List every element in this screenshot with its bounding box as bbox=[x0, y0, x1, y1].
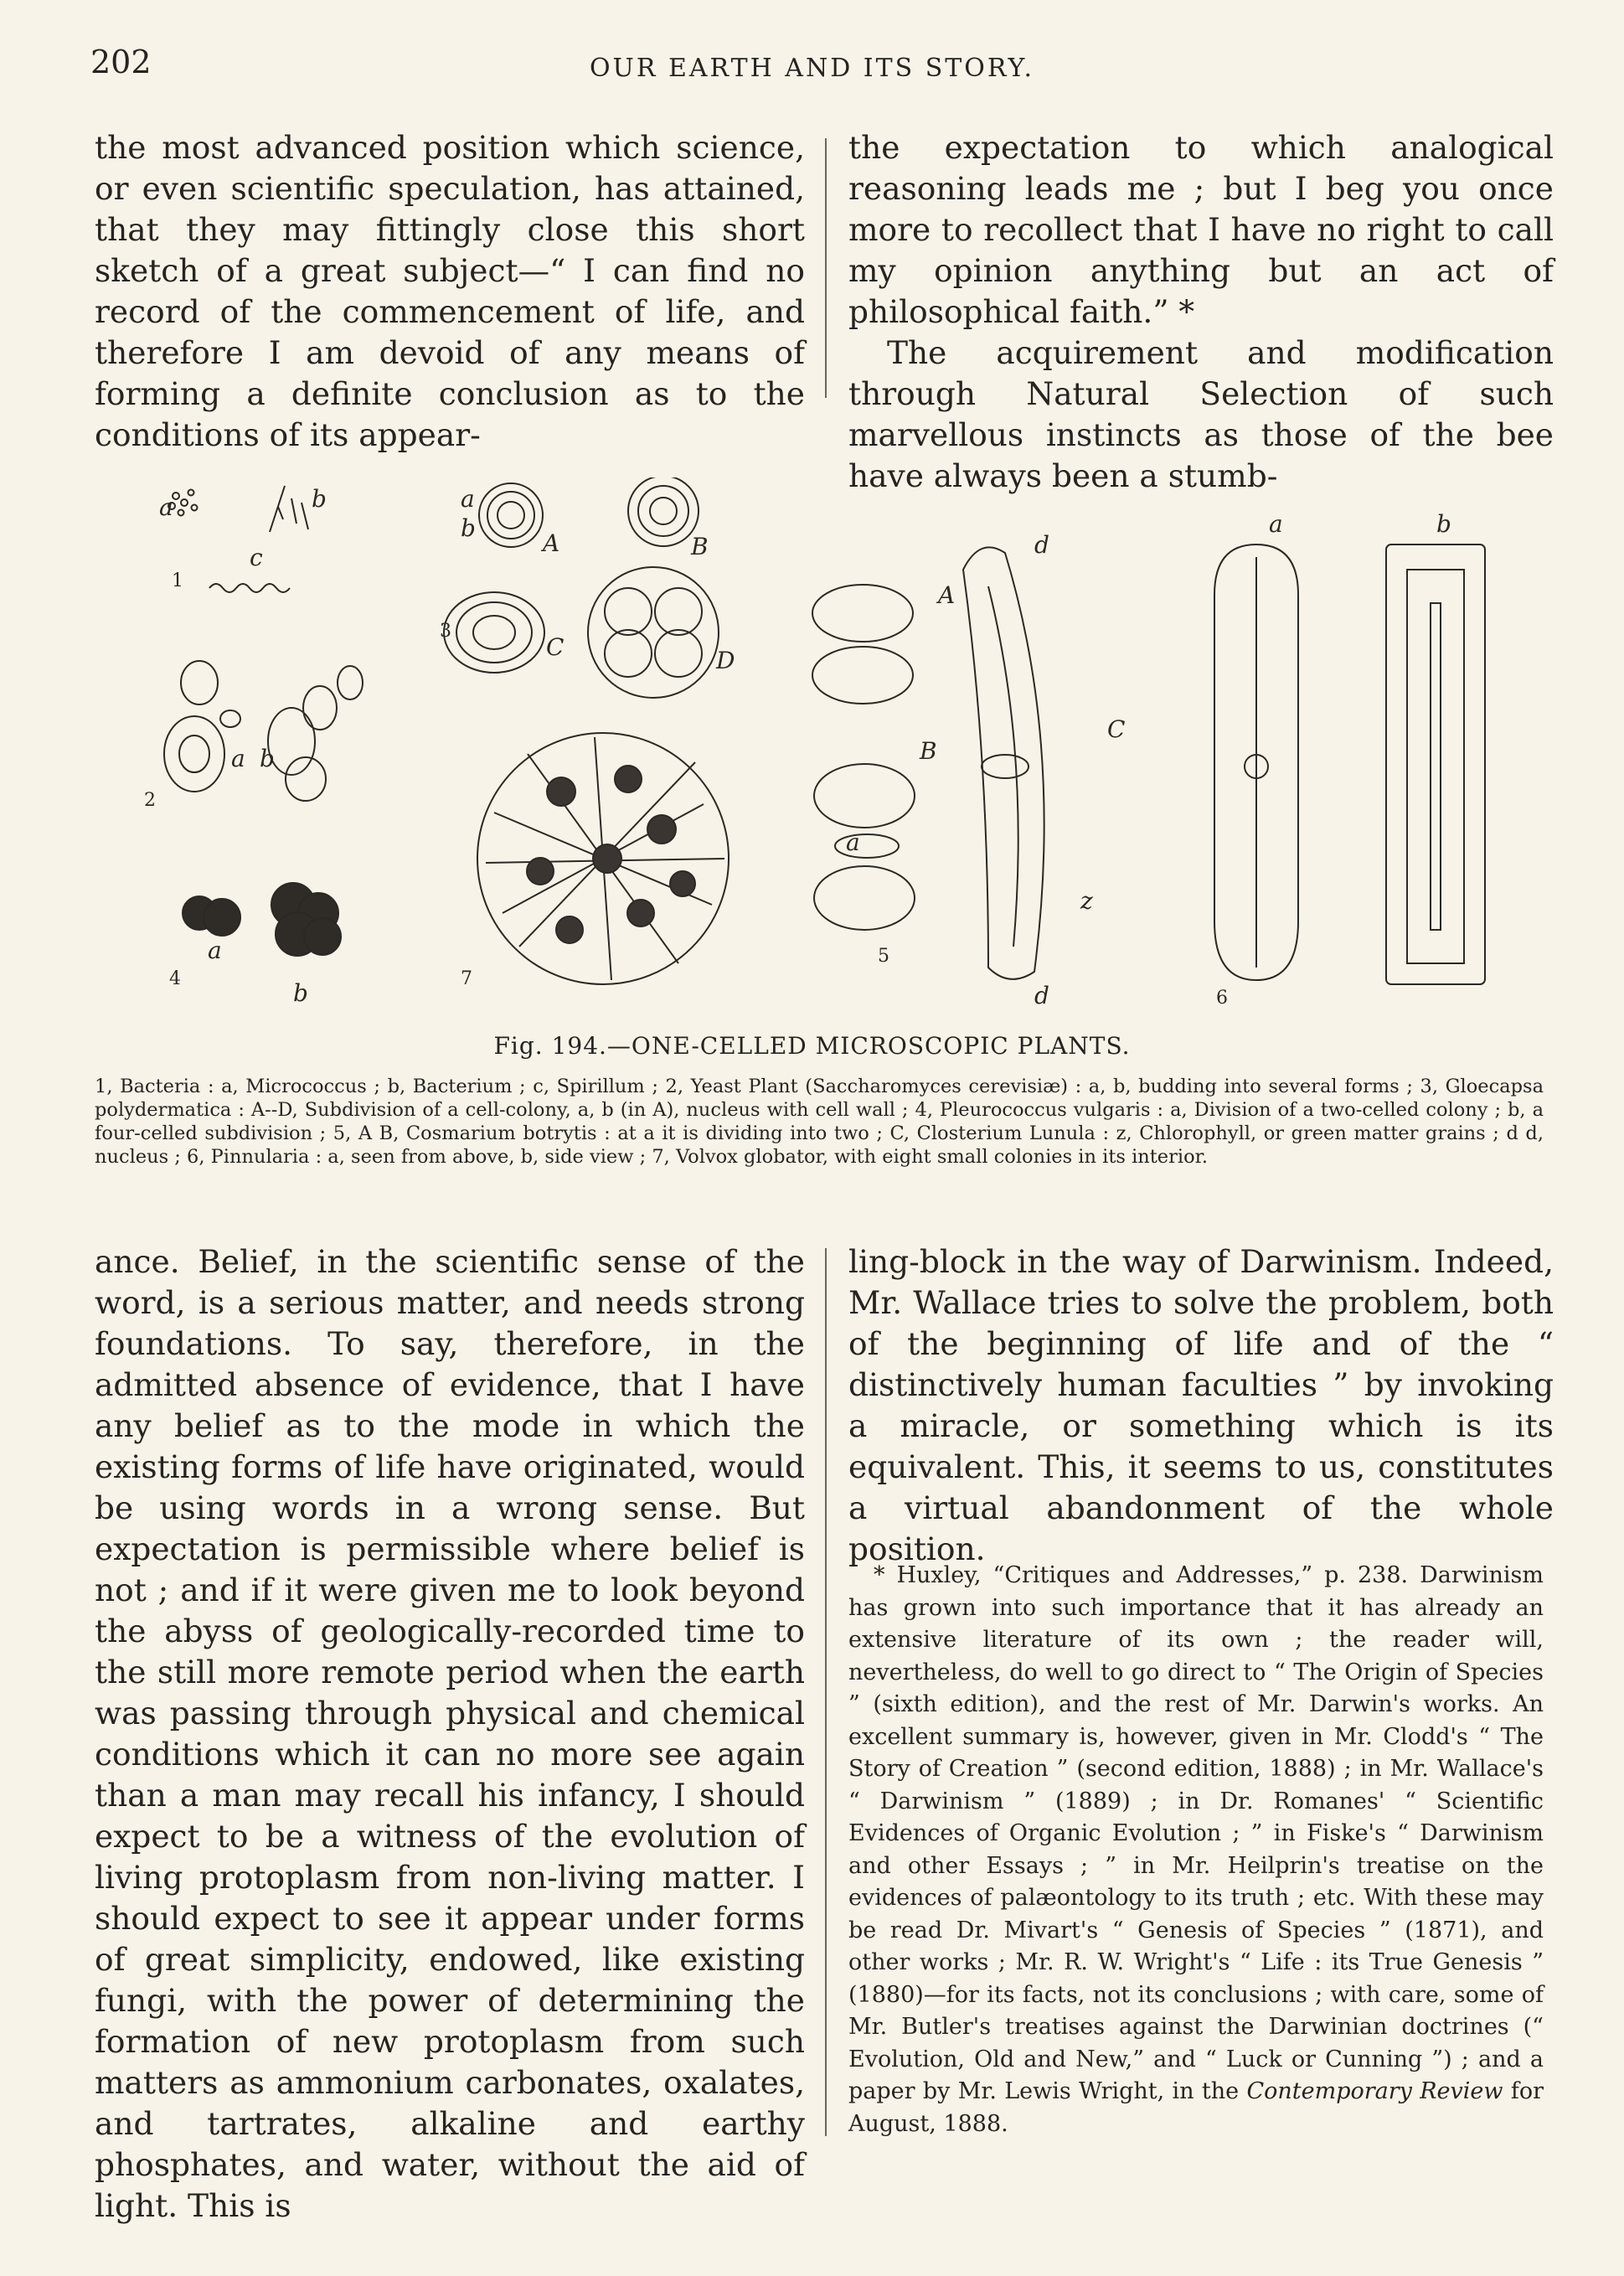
figure-number: 6 bbox=[1216, 988, 1228, 1009]
volvox-illustration bbox=[477, 733, 729, 984]
figure-number: 2 bbox=[144, 790, 156, 811]
figure-label: D bbox=[716, 647, 735, 674]
figure-legend: 1, Bacteria : a, Micrococcus ; b, Bacterium ; c, Spirillum ; 2, Yeast Plant (Saccharomyces cerevisiæ) : a, b, budding into several forms ; 3, Gloecapsa polydermatica : A--D, Subdivision of a cell-colony, a, b (in A), nucleus with cell wall ; 4, Pleurococcus vulgaris : a, Division of a two-celled colony ; b, a four-celled subdivision ; 5, A B, Cosmarium botrytis : at a it is dividing into two ; C, Closterium Lunula : z, Chlorophyll, or green matter grains ; d d, nucleus ; 6, Pinnularia : a, seen from above, b, side view ; 7, Volvox globator, with eight small colonies in its interior. bbox=[95, 1076, 1544, 1168]
figure-label: d bbox=[1034, 982, 1049, 1009]
footnote-journal: Contemporary Review bbox=[1246, 2078, 1503, 2104]
column-rule-top bbox=[825, 138, 827, 398]
figure-illustration bbox=[126, 477, 1549, 1022]
column-left-top bbox=[95, 127, 805, 456]
figure-label: C bbox=[1107, 715, 1126, 743]
figure-label: C bbox=[546, 633, 565, 661]
figure-label: b bbox=[260, 745, 275, 772]
paragraph: ance. Belief, in the scientific sense of the word, is a serious matter, and needs strong foundations. To say, therefore, in the admitted absence of evidence, that I have any belief as to the mode in which the existing forms of life have originated, would be using words in a wrong sense. But expectation is permissible where belief is not ; and if it were given me to look beyond the abyss of geologically-recorded time to the still more remote period when the earth was passing through physical and chemical conditions which it can no more see again than a man may recall his infancy, I should expect to be a witness of the evolution of living protoplasm from non-living matter. I should expect to see it appear under forms of great simplicity, endowed, like existing fungi, with the power of determining the formation of new protoplasm from such matters as ammonium carbonates, oxalates, and tartrates, alkaline and earthy phosphates, and water, without the aid of light. This is bbox=[95, 1243, 805, 2224]
running-head: OUR EARTH AND ITS STORY. bbox=[589, 54, 1035, 83]
yeast-illustration bbox=[164, 661, 363, 801]
figure-label: b bbox=[461, 514, 476, 542]
figure-label: B bbox=[691, 533, 709, 560]
column-rule-bottom bbox=[825, 1248, 827, 2136]
paragraph: the most advanced position which science, or even scientific speculation, has attained, that they may fittingly close this short sketch of a great subject—“ I can find no record of the commencement of life, and therefore I am devoid of any means of forming a definite conclusion as to the conditions of its appear- bbox=[95, 129, 805, 453]
paragraph: The acquirement and modification through Natural Selection of such marvellous instincts as those of the bee have always been a stumb- bbox=[848, 334, 1554, 494]
figure-label: a bbox=[159, 493, 173, 521]
figure-number: 1 bbox=[172, 570, 183, 591]
figure-label: B bbox=[920, 737, 937, 765]
pinnularia-illustration bbox=[1214, 544, 1485, 984]
figure-label: a bbox=[461, 485, 475, 513]
paragraph: ling-block in the way of Darwinism. Indeed, Mr. Wallace tries to solve the problem, both of the beginning of life and of the “ distinctively human faculties ” by invoking a miracle, or something which is its equivalent. This, it seems to us, constitutes a virtual abandonment of the whole position. bbox=[848, 1243, 1554, 1567]
figure-number: 3 bbox=[440, 621, 451, 642]
figure-number: 7 bbox=[461, 968, 472, 989]
figure-label: z bbox=[1080, 887, 1093, 915]
figure-label: a bbox=[231, 745, 245, 772]
figure-label: a bbox=[846, 828, 860, 856]
gloecapsa-illustration bbox=[444, 477, 719, 698]
figure-number: 5 bbox=[878, 946, 889, 967]
closterium-illustration bbox=[963, 547, 1044, 979]
figure-label: b bbox=[1436, 510, 1451, 538]
figure-label: b bbox=[293, 979, 308, 1007]
column-left-bottom bbox=[95, 1241, 805, 2227]
cosmarium-illustration bbox=[812, 585, 915, 930]
footnote bbox=[848, 1560, 1544, 2140]
figure-label: d bbox=[1034, 531, 1049, 559]
figure-caption: Fig. 194.—ONE-CELLED MICROSCOPIC PLANTS. bbox=[493, 1032, 1131, 1060]
figure-label: b bbox=[312, 485, 327, 513]
footnote-tail: for August, 1888. bbox=[848, 2078, 1544, 2137]
figure-label: A bbox=[938, 581, 956, 609]
bacteria-illustration bbox=[168, 486, 308, 592]
figure-label: c bbox=[250, 544, 263, 571]
paragraph: the expectation to which analogical reasoning leads me ; but I beg you once more to recollect that I have no right to call my opinion anything but an act of philosophical faith.” * bbox=[848, 129, 1554, 330]
figure-label: A bbox=[543, 529, 560, 557]
figure-number: 4 bbox=[169, 968, 181, 989]
column-right-bottom bbox=[848, 1241, 1554, 1570]
footnote-body: * Huxley, “Critiques and Addresses,” p. 238. Darwinism has grown into such importance that it has already an extensive literature of its own ; the reader will, nevertheless, do well to go direct to “ The Origin of Species ” (sixth edition), and the rest of Mr. Darwin's works. An excellent summary is, however, given in Mr. Clodd's “ The Story of Creation ” (second edition, 1888) ; in Mr. Wallace's “ Darwinism ” (1889) ; in Dr. Romanes' “ Scientific Evidences of Organic Evolution ; ” in Fiske's “ Darwinism and other Essays ; ” in Mr. Heilprin's treatise on the evidences of palæontology to its truth ; etc. With these may be read Dr. Mivart's “ Genesis of Species ” (1871), and other works ; Mr. R. W. Wright's “ Life : its True Genesis ” (1880)—for its facts, not its conclusions ; with care, some of Mr. Butler's treatises against the Darwinian doctrines (“ Evolution, Old and New,” and “ Luck or Cunning ”) ; and a paper by Mr. Lewis Wright, in the bbox=[848, 1562, 1544, 2104]
column-right-top bbox=[848, 127, 1554, 497]
page-number: 202 bbox=[90, 44, 152, 80]
figure-label: a bbox=[1269, 510, 1283, 538]
pleurococcus-illustration bbox=[183, 883, 341, 956]
figure-label: a bbox=[208, 937, 222, 964]
